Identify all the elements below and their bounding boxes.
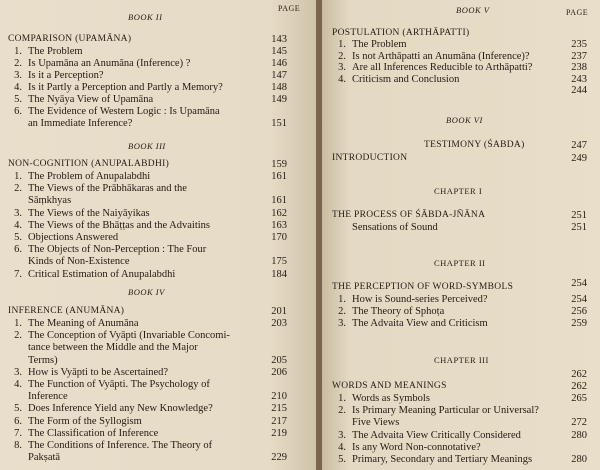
entry-page-number: 161 xyxy=(271,195,287,207)
toc-entry xyxy=(8,208,150,219)
entry-number: 6. xyxy=(14,244,22,256)
entry-number: 1. xyxy=(338,294,346,305)
entry-page-number: 206 xyxy=(271,366,287,378)
entry-title: The Function of Vyāpti. The Psychology of xyxy=(28,379,210,390)
entry-title: Critical Estimation of Anupalabdhi xyxy=(28,268,176,280)
toc-entry xyxy=(8,232,118,243)
entry-title: The Conception of Vyāpti (Invariable Concomi- xyxy=(28,330,230,342)
entry-page-number: 254 xyxy=(571,294,587,305)
toc-entry xyxy=(332,417,399,428)
toc-entry xyxy=(8,391,68,402)
entry-page-number: 238 xyxy=(571,62,587,73)
entry-number: 5. xyxy=(338,454,346,465)
entry-title: Inference xyxy=(28,391,68,403)
toc-entry xyxy=(332,294,488,305)
page-column-label: PAGE xyxy=(278,4,301,13)
toc-entry xyxy=(8,403,213,414)
entry-title: The Meaning of Anumāna xyxy=(28,318,139,329)
toc-entry xyxy=(8,220,210,231)
entry-number: 3. xyxy=(14,207,22,219)
section-title: POSTULATION (ARTHĀPATTI) xyxy=(332,28,470,38)
entry-number: 1. xyxy=(14,171,22,182)
entry-title: Is any Word Non-connotative? xyxy=(352,441,481,453)
entry-number: 4. xyxy=(14,219,22,231)
toc-entry xyxy=(332,442,481,453)
entry-number: 3. xyxy=(338,62,346,73)
toc-entry xyxy=(332,430,521,441)
entry-page-number: 215 xyxy=(271,403,287,415)
entry-number: 2. xyxy=(14,183,22,195)
section-page: 143 xyxy=(271,34,287,45)
entry-page-number: 219 xyxy=(271,427,287,439)
entry-title: an Immediate Inference? xyxy=(28,118,133,129)
entry-page-number: 244 xyxy=(571,85,587,96)
entry-title: Kinds of Non-Existence xyxy=(28,256,130,268)
toc-entry xyxy=(8,82,223,93)
toc-entry xyxy=(8,106,220,117)
book-heading: BOOK V xyxy=(456,5,490,15)
entry-page-number: 149 xyxy=(271,94,287,105)
entry-title: Words as Symbols xyxy=(352,393,430,404)
entry-title: Is Upamāna an Anumāna (Inference) ? xyxy=(28,58,191,69)
entry-number: 7. xyxy=(14,268,22,280)
toc-entry xyxy=(332,85,352,96)
entry-title: Sāṃkhyas xyxy=(28,195,72,207)
entry-number: 1. xyxy=(14,318,22,329)
entry-title: The Evidence of Western Logic : Is Upamāna xyxy=(28,106,220,117)
entry-title: tance between the Middle and the Major xyxy=(28,342,198,354)
toc-entry xyxy=(332,51,530,62)
entry-title: Pakṣatā xyxy=(28,452,61,464)
entry-page-number: 280 xyxy=(571,429,587,441)
toc-entry xyxy=(332,318,488,329)
entry-title: The Advaita View and Criticism xyxy=(352,318,488,329)
entry-title: The Conditions of Inference. The Theory of xyxy=(28,440,213,451)
entry-page-number: 217 xyxy=(271,415,287,427)
entry-title: The Classification of Inference xyxy=(28,427,159,439)
section-title: INFERENCE (ANUMĀNA) xyxy=(8,306,125,316)
right-page xyxy=(322,0,600,470)
toc-entry xyxy=(8,244,206,255)
chapter-heading: CHAPTER I xyxy=(434,186,483,196)
section-page: 159 xyxy=(271,159,287,170)
section-title: THE PERCEPTION OF WORD-SYMBOLS xyxy=(332,282,514,292)
entry-title: The Problem of Anupalabdhi xyxy=(28,171,151,182)
entry-title: The Views of the Naiyāyikas xyxy=(28,207,150,219)
entry-number: 2. xyxy=(338,405,346,417)
section-title: COMPARISON (UPAMĀNA) xyxy=(8,34,132,44)
toc-entry xyxy=(332,39,407,50)
entry-title: Objections Answered xyxy=(28,232,119,243)
toc-entry xyxy=(332,405,539,416)
entry-title: Are all Inferences Reducible to Arthāpatti? xyxy=(352,62,533,73)
toc-entry xyxy=(8,428,158,439)
toc-entry xyxy=(332,222,438,233)
toc-entry xyxy=(8,46,83,57)
entry-page-number: 256 xyxy=(571,306,587,317)
toc-entry xyxy=(8,70,104,81)
entry-page-number: 146 xyxy=(271,58,287,69)
section-page: 262 xyxy=(571,381,587,392)
entry-number: 4. xyxy=(14,379,22,390)
toc-entry xyxy=(332,454,532,465)
entry-title: The Problem xyxy=(28,46,83,57)
entry-number: 6. xyxy=(14,415,22,427)
entry-title: Is not Arthāpatti an Anumāna (Inference)? xyxy=(352,50,530,62)
entry-page-number: 161 xyxy=(271,171,287,182)
entry-title: Terms) xyxy=(28,354,58,366)
chapter-heading: CHAPTER II xyxy=(434,258,486,268)
section-page: 201 xyxy=(271,306,287,317)
entry-number: 2. xyxy=(14,58,22,69)
entry-page-number: 259 xyxy=(571,318,587,329)
toc-entry xyxy=(332,306,444,317)
entry-number: 2. xyxy=(338,306,346,317)
entry-title: How is Sound-series Perceived? xyxy=(352,294,488,305)
entry-number: 4. xyxy=(14,82,22,93)
chapter-heading: CHAPTER III xyxy=(434,355,489,365)
entry-page-number: 229 xyxy=(271,452,287,464)
toc-entry xyxy=(8,342,198,353)
entry-number: 8. xyxy=(14,440,22,451)
entry-title: The Views of the Prābhākaras and the xyxy=(28,183,187,195)
entry-page-number: 147 xyxy=(271,70,287,81)
section-title: THE PROCESS OF ŚĀBDA-JÑĀNA xyxy=(332,210,486,220)
toc-entry xyxy=(332,393,430,404)
entry-title: Sensations of Sound xyxy=(352,222,438,233)
toc-entry xyxy=(8,440,212,451)
entry-title: The Form of the Syllogism xyxy=(28,415,142,427)
entry-page-number: 235 xyxy=(571,39,587,50)
entry-number: 3. xyxy=(338,318,346,329)
toc-entry xyxy=(8,367,168,378)
entry-page-number: 265 xyxy=(571,393,587,404)
toc-entry xyxy=(8,379,210,390)
entry-number: 3. xyxy=(338,429,346,441)
entry-title: Criticism and Conclusion xyxy=(352,73,460,85)
entry-page-number: 243 xyxy=(571,73,587,85)
entry-page-number: 272 xyxy=(571,417,587,429)
entry-page-number: 175 xyxy=(271,256,287,268)
entry-page-number: 170 xyxy=(271,232,287,243)
book-heading: BOOK IV xyxy=(128,287,165,297)
toc-entry xyxy=(8,183,187,194)
toc-entry xyxy=(8,195,71,206)
entry-number: 7. xyxy=(14,427,22,439)
entry-number: 2. xyxy=(14,330,22,342)
entry-number: 3. xyxy=(14,70,22,81)
entry-page-number: 203 xyxy=(271,318,287,329)
entry-page-number: 148 xyxy=(271,82,287,93)
toc-entry xyxy=(8,416,142,427)
toc-entry xyxy=(8,58,190,69)
entry-page-number: 145 xyxy=(271,46,287,57)
toc-entry xyxy=(8,452,60,463)
entry-page-number: 251 xyxy=(571,222,587,233)
entry-title: The Advaita View Critically Considered xyxy=(352,429,521,441)
entry-number: 1. xyxy=(14,46,22,57)
toc-entry xyxy=(8,355,58,366)
toc-entry xyxy=(8,118,132,129)
entry-page-number: 163 xyxy=(271,219,287,231)
page-column-label: PAGE xyxy=(566,8,589,17)
entry-page-number: 184 xyxy=(271,268,287,280)
entry-title: Is it Partly a Perception and Partly a Memory? xyxy=(28,82,223,93)
section-page: 247 xyxy=(571,140,587,151)
entry-number: 4. xyxy=(338,441,346,453)
entry-title: How is Vyāpti to be Ascertained? xyxy=(28,366,169,378)
section-page: 254 xyxy=(571,278,587,289)
entry-page-number: 162 xyxy=(271,207,287,219)
entry-title: The Objects of Non-Perception : The Four xyxy=(28,244,207,256)
toc-entry xyxy=(8,256,129,267)
section-title: NON-COGNITION (ANUPALABDHI) xyxy=(8,159,170,169)
entry-number: 6. xyxy=(14,106,22,117)
entry-title: Primary, Secondary and Tertiary Meanings xyxy=(352,454,533,465)
entry-title: The Views of the Bhāṭṭas and the Advaitins xyxy=(28,219,211,231)
entry-title: The Nyāya View of Upamāna xyxy=(28,94,154,105)
entry-page-number: 205 xyxy=(271,354,287,366)
toc-entry xyxy=(8,330,230,341)
entry-title: Is Primary Meaning Particular or Universal? xyxy=(352,405,539,417)
entry-number: 5. xyxy=(14,403,22,415)
entry-number: 2. xyxy=(338,50,346,62)
section-page: 251 xyxy=(571,210,587,221)
entry-title: Five Views xyxy=(352,417,400,429)
entry-number: 5. xyxy=(14,232,22,243)
book-heading: BOOK II xyxy=(128,12,163,22)
toc-entry xyxy=(8,171,150,182)
entry-number: 1. xyxy=(338,39,346,50)
entry-number: 5. xyxy=(14,94,22,105)
entry-title: Does Inference Yield any New Knowledge? xyxy=(28,403,213,415)
toc-entry xyxy=(332,74,459,85)
section-title: WORDS AND MEANINGS xyxy=(332,381,447,391)
entry-page-number: 210 xyxy=(271,391,287,403)
introduction-page: 249 xyxy=(571,153,587,164)
section-page: 262 xyxy=(571,369,587,380)
entry-page-number: 151 xyxy=(271,118,287,129)
entry-page-number: 280 xyxy=(571,454,587,465)
entry-number: 3. xyxy=(14,366,22,378)
section-title: TESTIMONY (ŚABDA) xyxy=(424,140,525,150)
book-heading: BOOK III xyxy=(128,141,166,151)
introduction-entry: INTRODUCTION xyxy=(332,153,408,163)
toc-entry xyxy=(8,94,153,105)
entry-title: The Theory of Sphoṭa xyxy=(352,306,445,317)
entry-page-number: 237 xyxy=(571,50,587,62)
toc-entry xyxy=(8,318,139,329)
toc-entry xyxy=(332,62,532,73)
entry-number: 4. xyxy=(338,73,346,85)
toc-entry xyxy=(8,269,175,280)
book-heading: BOOK VI xyxy=(446,115,483,125)
entry-title: The Problem xyxy=(352,39,407,50)
entry-number: 1. xyxy=(338,393,346,404)
entry-title: Is it a Perception? xyxy=(28,70,104,81)
